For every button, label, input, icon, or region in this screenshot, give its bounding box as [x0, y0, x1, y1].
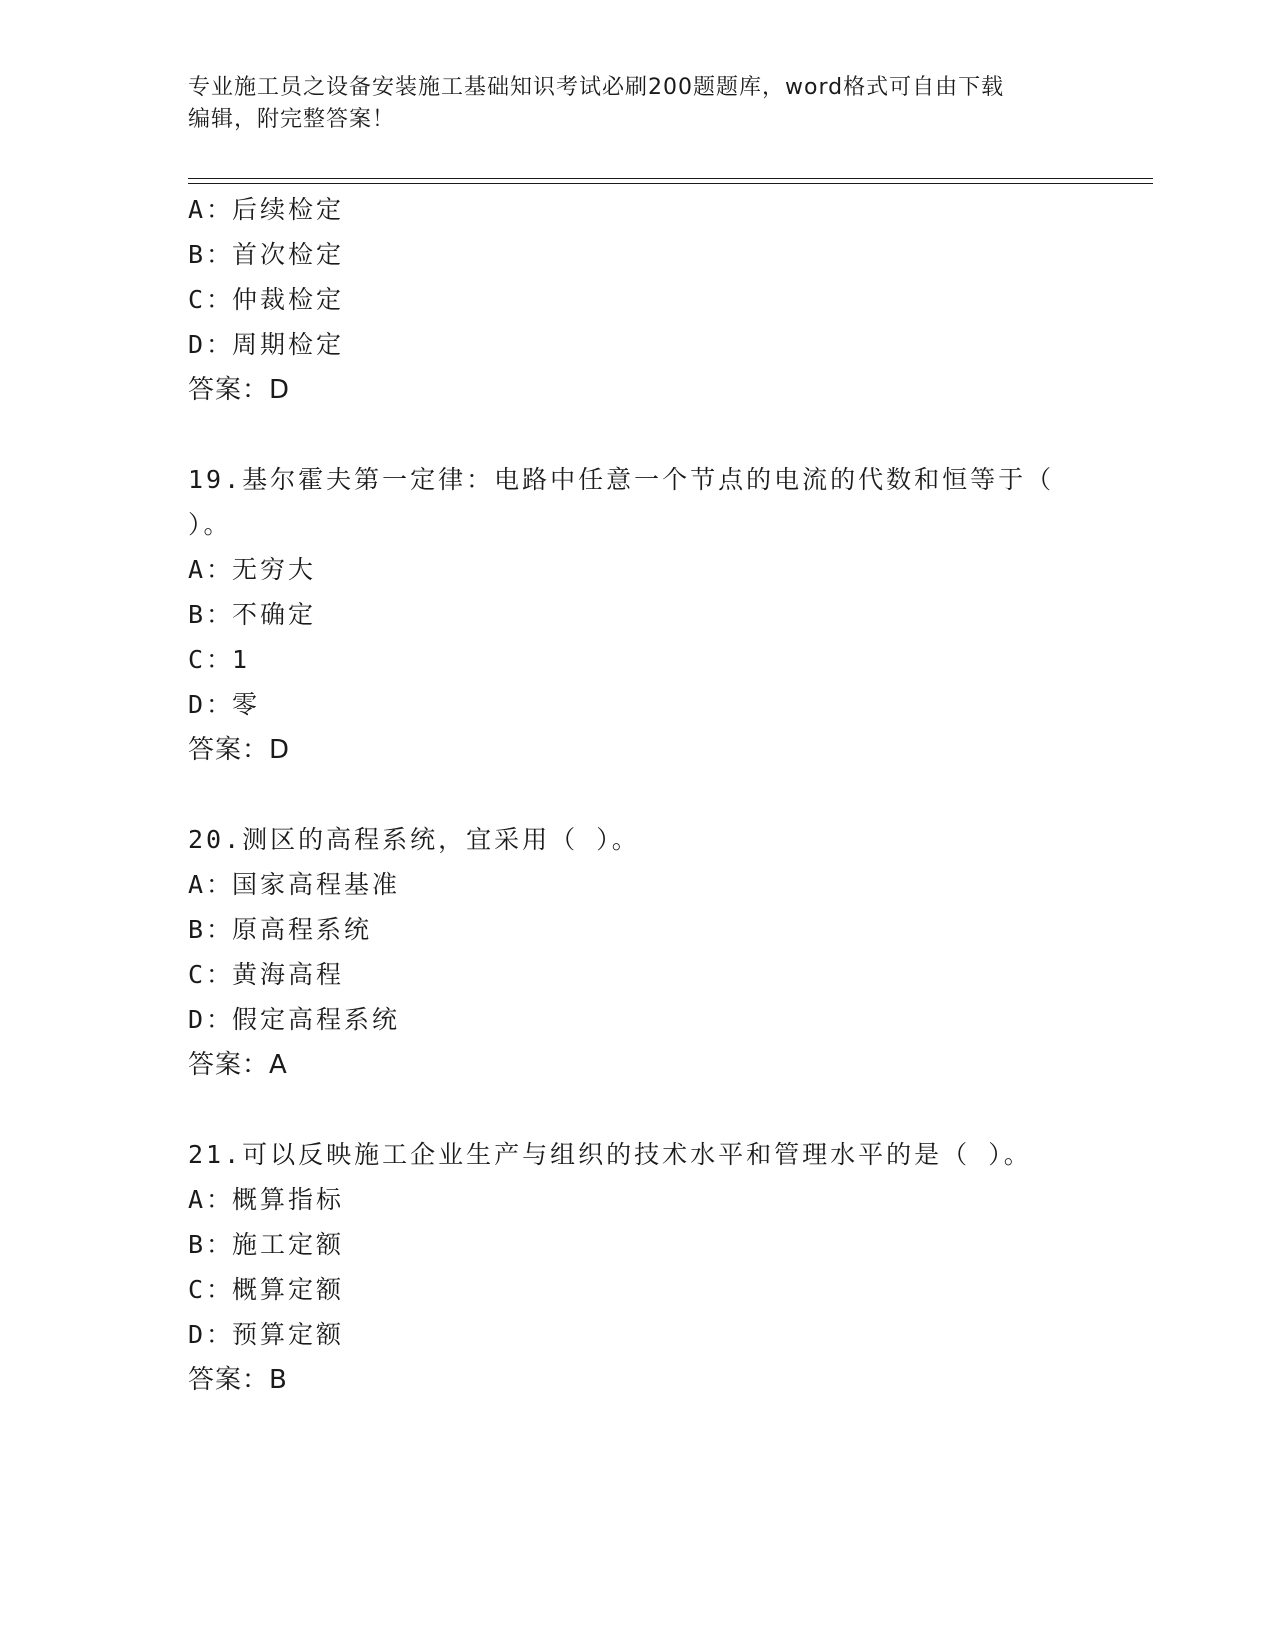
- header-line-2: 编辑，附完整答案！: [188, 107, 396, 132]
- header-rule-top: [188, 178, 1153, 179]
- q18-answer: 答案：D: [188, 375, 291, 405]
- q20-option-d: D：假定高程系统: [188, 1005, 401, 1034]
- q18-option-b: B：首次检定: [188, 240, 345, 269]
- q20-option-a: A：国家高程基准: [188, 870, 401, 899]
- q18-option-d: D：周期检定: [188, 330, 345, 359]
- q19-option-c: C：1: [188, 645, 251, 674]
- q21-answer: 答案：B: [188, 1365, 288, 1395]
- q19-stem-line-1: 19.基尔霍夫第一定律：电路中任意一个节点的电流的代数和恒等于（: [188, 465, 1055, 494]
- q19-stem-line-2: ）。: [188, 510, 232, 539]
- q21-option-b: B：施工定额: [188, 1230, 345, 1259]
- q19-answer: 答案：D: [188, 735, 291, 765]
- document-header: [188, 72, 1088, 136]
- q19-option-b: B：不确定: [188, 600, 317, 629]
- q20-answer: 答案：A: [188, 1050, 288, 1080]
- q21-stem-line-1: 21.可以反映施工企业生产与组织的技术水平和管理水平的是（ ）。: [188, 1140, 1032, 1169]
- q19-option-d: D：零: [188, 690, 261, 719]
- q18-option-c: C：仲裁检定: [188, 285, 345, 314]
- q21-option-a: A：概算指标: [188, 1185, 345, 1214]
- q21-option-c: C：概算定额: [188, 1275, 345, 1304]
- q20-option-c: C：黄海高程: [188, 960, 345, 989]
- q21-option-d: D：预算定额: [188, 1320, 345, 1349]
- header-rule-bottom: [188, 183, 1153, 184]
- header-line-1: 专业施工员之设备安装施工基础知识考试必刷200题题库，word格式可自由下载: [188, 75, 1005, 100]
- q20-option-b: B：原高程系统: [188, 915, 373, 944]
- q20-stem-line-1: 20.测区的高程系统，宜采用（ ）。: [188, 825, 640, 854]
- q18-option-a: A：后续检定: [188, 195, 345, 224]
- q19-option-a: A：无穷大: [188, 555, 317, 584]
